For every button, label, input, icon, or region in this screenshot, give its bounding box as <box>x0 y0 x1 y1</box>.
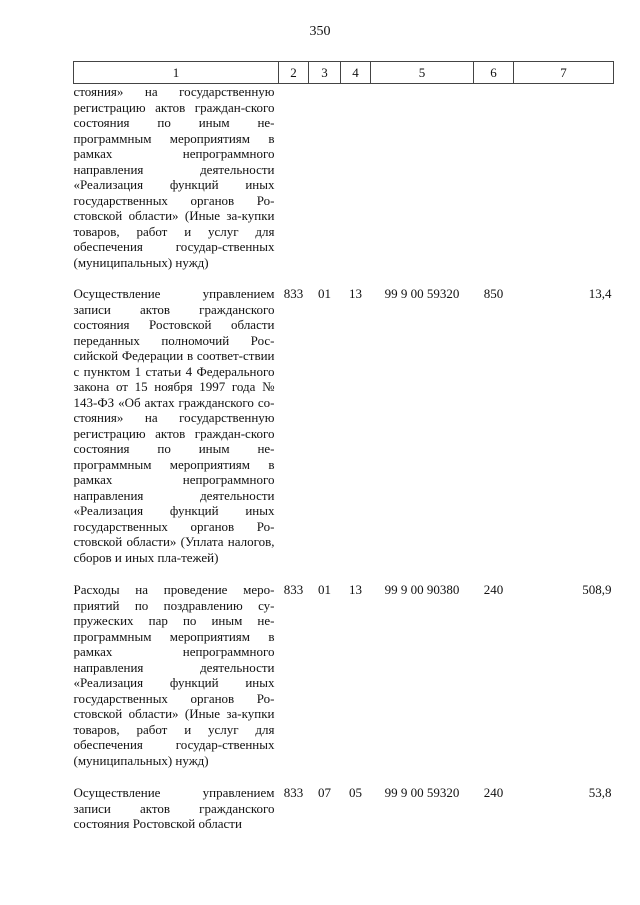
column-header: 2 <box>279 62 309 84</box>
row-ministry-code: 833 <box>283 582 304 597</box>
row-ministry-code: 833 <box>283 785 304 800</box>
row-expense-type: 850 <box>483 286 504 301</box>
row-amount: 508,9 <box>582 582 612 597</box>
table-row <box>74 785 614 849</box>
row-description: Расходы на проведение меро-приятий по поздравлению су-пружеских пар по иным не-программным мероприятиям в рамках непрограммного направления деятельности «Реализация функций иных государственных органов Ро-стовской области» (Иные за-купки товаров, работ и услуг для обеспечения государ-ственных (муниципальных) нужд) <box>73 582 275 768</box>
column-header: 7 <box>514 62 614 84</box>
row-expense-type <box>474 84 514 287</box>
row-section-code: 07 <box>318 785 331 800</box>
row-expense-type: 240 <box>483 785 504 800</box>
row-expense-type: 240 <box>483 582 504 597</box>
row-target-code: 99 9 00 90380 <box>384 582 460 597</box>
row-subsection-code: 13 <box>349 286 362 301</box>
row-target-code <box>371 84 474 287</box>
table-row <box>74 582 614 785</box>
page-number: 350 <box>309 24 331 39</box>
budget-table <box>73 61 614 849</box>
row-section-code <box>309 84 341 287</box>
row-amount: 53,8 <box>588 785 612 800</box>
row-subsection-code: 05 <box>349 785 362 800</box>
row-amount: 13,4 <box>588 286 612 301</box>
column-header: 3 <box>309 62 341 84</box>
table-row <box>74 286 614 582</box>
row-description: Осуществление управлением записи актов гражданского состояния Ростовской области переданных полномочий Рос-сийской Федерации в соответ-ствии с пунктом 1 статьи 4 Федерального закона от 15 ноября 1997 года № 143-ФЗ «Об актах гражданского со-стояния» на государственную регистрацию актов граждан-ского состояния по иным не-программным мероприятиям в рамках непрограммного направления деятельности «Реализация функций иных государственных органов Ро-стовской области» (Уплата налогов, сборов и иных пла-тежей) <box>73 286 275 565</box>
row-subsection-code <box>341 84 371 287</box>
row-amount <box>514 84 614 287</box>
column-header: 6 <box>474 62 514 84</box>
row-ministry-code: 833 <box>283 286 304 301</box>
row-description: Осуществление управлением записи актов гражданского состояния Ростовской области <box>73 785 275 831</box>
row-target-code: 99 9 00 59320 <box>384 286 460 301</box>
table-header-row <box>74 62 614 84</box>
column-header: 5 <box>371 62 474 84</box>
row-ministry-code <box>279 84 309 287</box>
row-target-code: 99 9 00 59320 <box>384 785 460 800</box>
row-subsection-code: 13 <box>349 582 362 597</box>
column-header: 1 <box>74 62 279 84</box>
row-description: стояния» на государственную регистрацию актов граждан-ского состояния по иным не-программным мероприятиям в рамках непрограммного направления деятельности «Реализация функций иных государственных органов Ро-стовской области» (Иные за-купки товаров, работ и услуг для обеспечения государ-ственных (муниципальных) нужд) <box>73 84 275 270</box>
column-header: 4 <box>341 62 371 84</box>
row-section-code: 01 <box>318 582 331 597</box>
row-section-code: 01 <box>318 286 331 301</box>
table-row <box>74 84 614 287</box>
